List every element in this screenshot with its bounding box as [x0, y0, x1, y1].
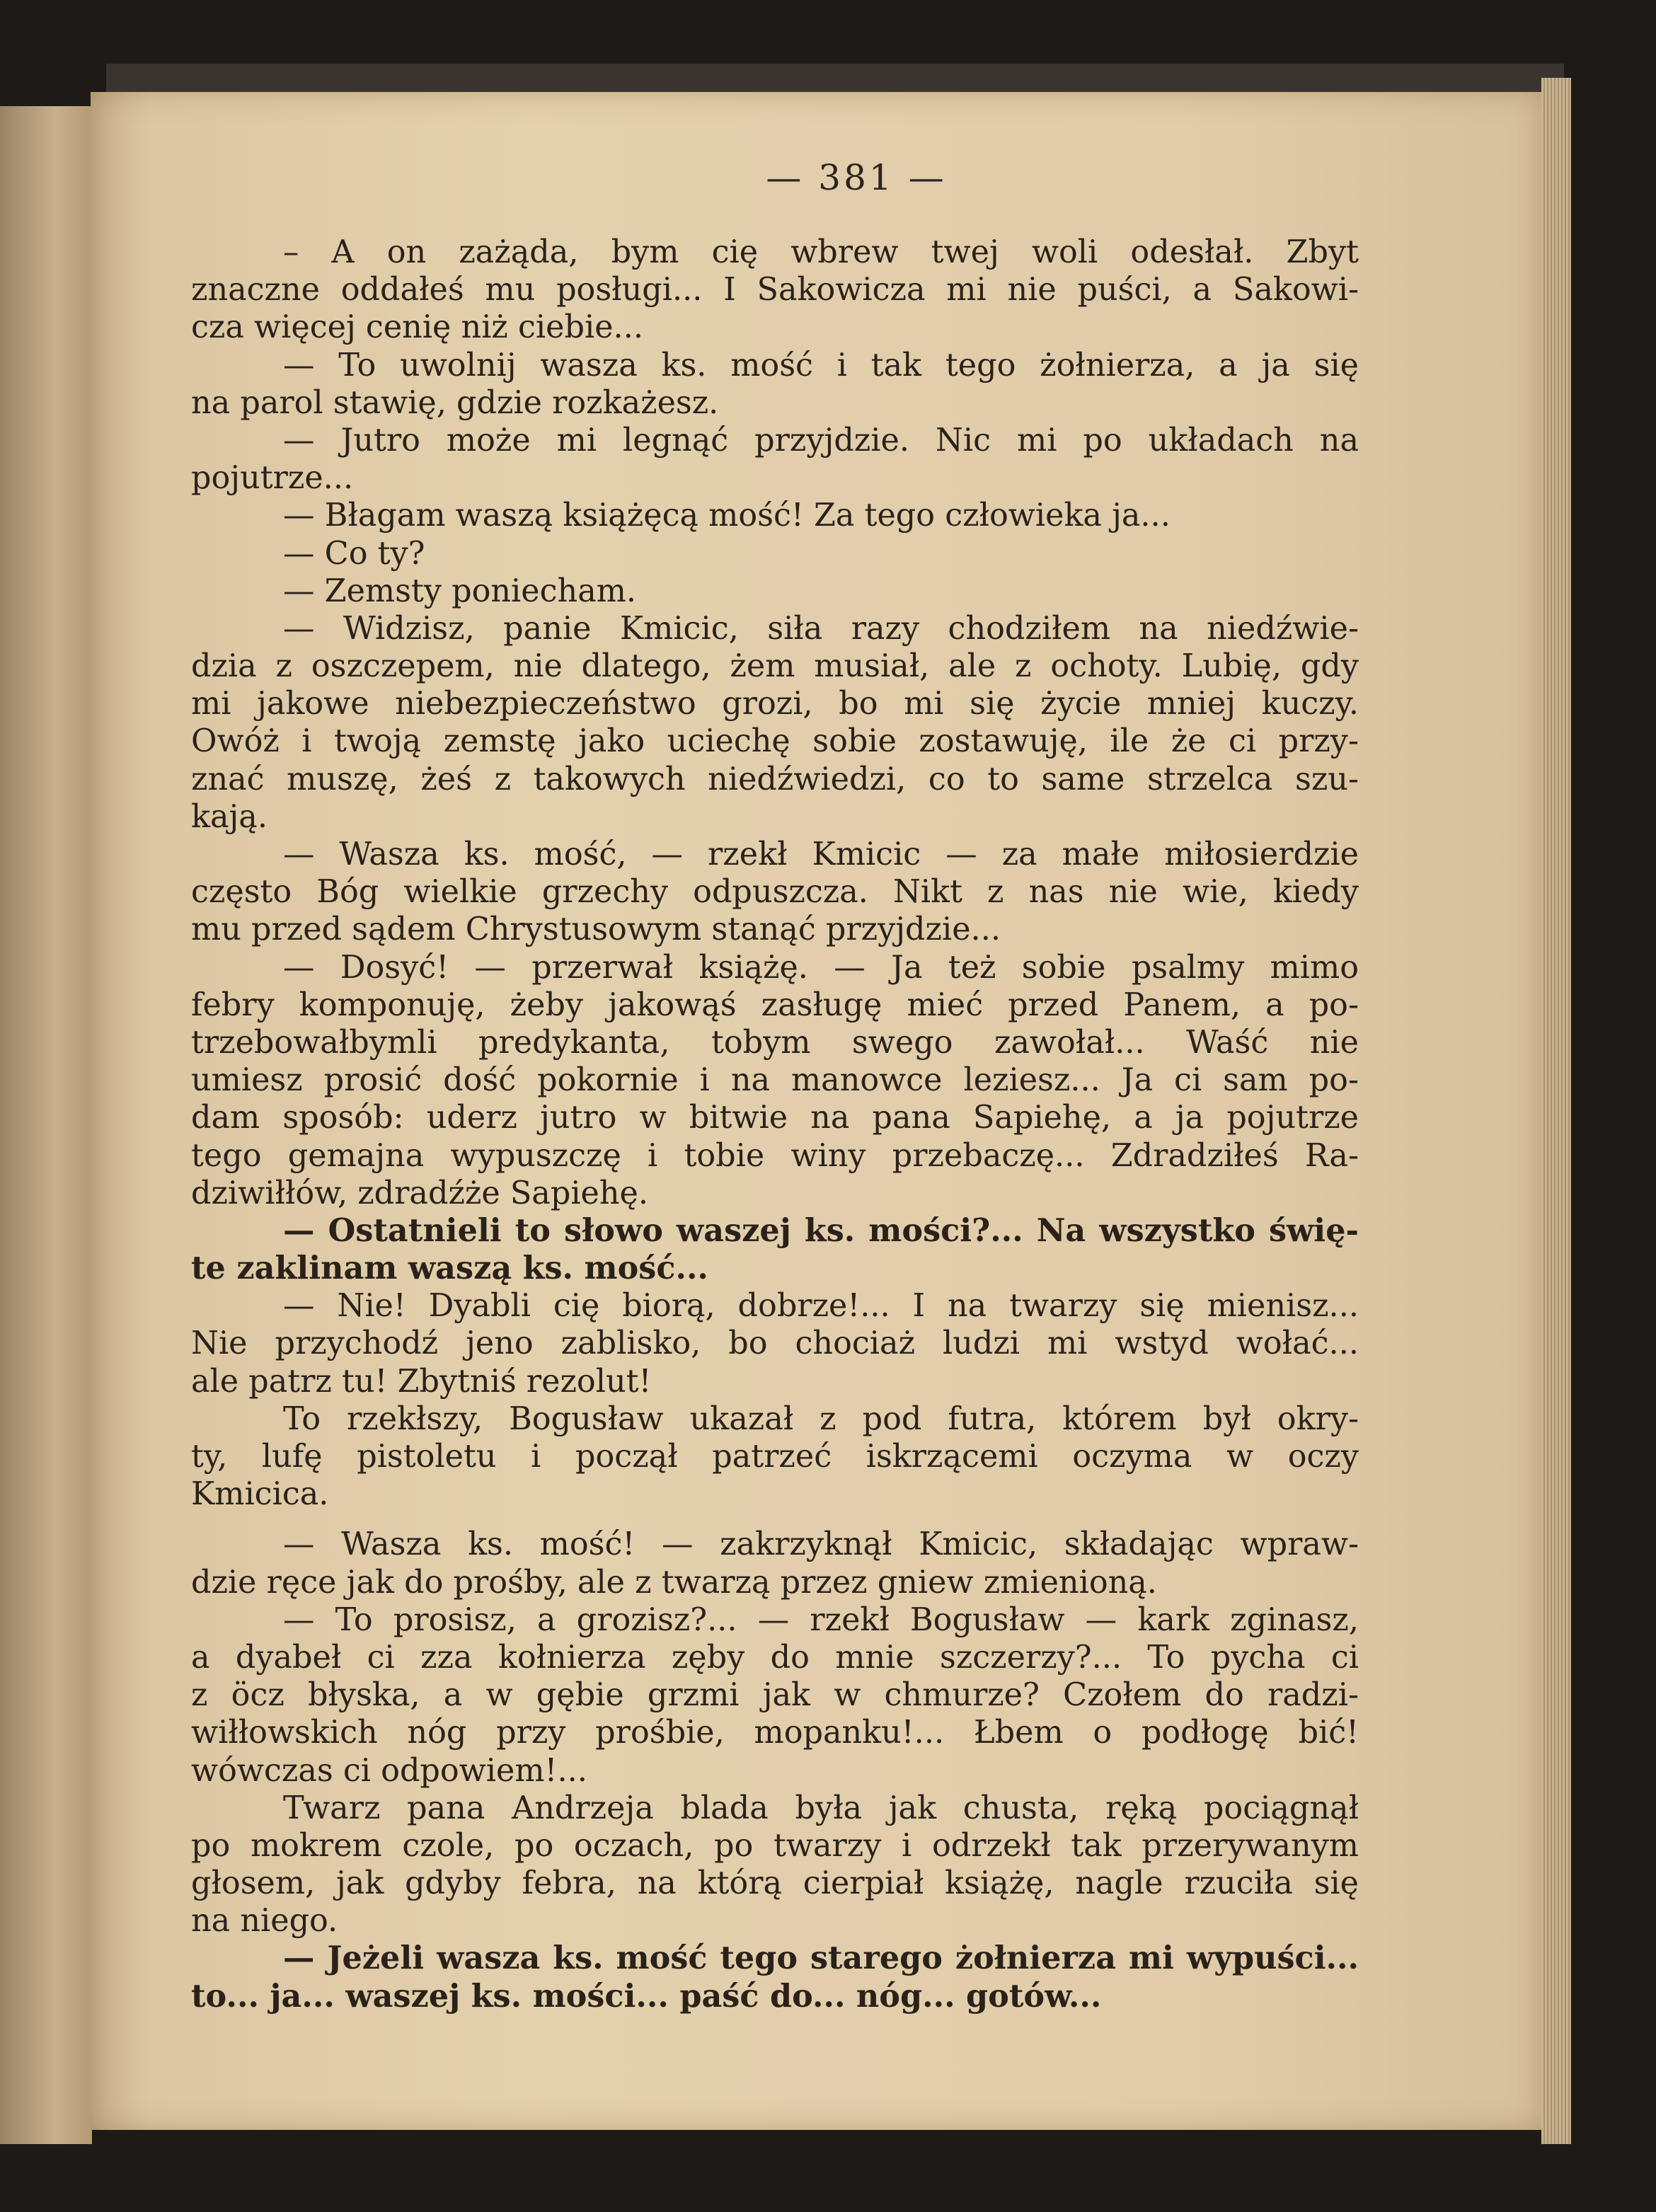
text-line: Owóż i twoją zemstę jako uciechę sobie zostawuję, ile że ci przy- — [191, 723, 1359, 760]
text-line: — Nie! Dyabli cię biorą, dobrze!... I na twarzy się mienisz... — [283, 1288, 1359, 1325]
text-line: — To prosisz, a grozisz?... — rzekł Bogusław — kark zginasz, — [283, 1601, 1359, 1638]
text-line: znaczne oddałeś mu posługi... I Sakowicza mi nie puści, a Sakowi- — [191, 272, 1359, 309]
text-line: z öcz błyska, a w gębie grzmi jak w chmurze? Czołem do radzi- — [191, 1677, 1359, 1714]
text-line: febry komponuję, żeby jakowąś zasługę mieć przed Panem, a po- — [191, 986, 1359, 1023]
left-page-edge — [0, 106, 92, 2144]
text-line: To rzekłszy, Bogusław ukazał z pod futra, którem był okry- — [283, 1400, 1359, 1437]
page-number: — 381 — — [766, 157, 947, 198]
text-line: Twarz pana Andrzeja blada była jak chusta, ręką pociągnął — [283, 1790, 1359, 1826]
text-line: Nie przychodź jeno zablisko, bo chociaż ludzi mi wstyd wołać... — [191, 1325, 1359, 1362]
body-text — [191, 234, 1359, 2015]
text-line: pojutrze... — [191, 460, 354, 497]
text-line: dam sposób: uderz jutro w bitwie na pana Sapiehę, a ja pojutrze — [191, 1100, 1359, 1136]
text-line: Kmicica. — [191, 1476, 329, 1513]
text-line: — Wasza ks. mość, — rzekł Kmicic — za małe miłosierdzie — [283, 836, 1359, 872]
text-line: trzebowałbymli predykanta, tobym swego zawołał... Waść nie — [191, 1024, 1359, 1061]
text-line: — Jeżeli wasza ks. mość tego starego żołnierza mi wypuści... — [283, 1940, 1359, 1977]
text-line: wiłłowskich nóg przy prośbie, mopanku!... Łbem o podłogę bić! — [191, 1715, 1359, 1751]
text-line: mu przed sądem Chrystusowym stanąć przyjdzie... — [191, 911, 1001, 948]
text-line: na parol stawię, gdzie rozkażesz. — [191, 384, 719, 421]
text-line: a dyabeł ci zza kołnierza zęby do mnie szczerzy?... To pycha ci — [191, 1639, 1359, 1676]
text-line: dziwiłłów, zdradźże Sapiehę. — [191, 1175, 649, 1211]
text-line: — Dosyć! — przerwał książę. — Ja też sobie psalmy mimo — [283, 949, 1359, 986]
text-line: ale patrz tu! Zbytniś rezolut! — [191, 1363, 652, 1400]
text-line: po mokrem czole, po oczach, po twarzy i odrzekł tak przerywanym — [191, 1827, 1359, 1864]
text-line: — To uwolnij wasza ks. mość i tak tego żołnierza, a ja się — [283, 347, 1359, 384]
text-line: — Jutro może mi legnąć przyjdzie. Nic mi po układach na — [283, 422, 1359, 459]
text-line: na niego. — [191, 1903, 338, 1940]
text-line: — Widzisz, panie Kmicic, siła razy chodziłem na niedźwie- — [283, 610, 1359, 647]
text-line: cza więcej cenię niż ciebie... — [191, 309, 643, 346]
text-line: — Zemsty poniecham. — [283, 572, 637, 609]
text-line: mi jakowe niebezpieczeństwo grozi, bo mi się życie mniej kuczy. — [191, 686, 1359, 722]
text-line: znać muszę, żeś z takowych niedźwiedzi, co to same strzelca szu- — [191, 761, 1359, 797]
text-line: — Ostatnieli to słowo waszej ks. mości?... Na wszystko świę- — [283, 1211, 1359, 1249]
text-line: te zaklinam waszą ks. mość... — [191, 1250, 708, 1287]
text-line: dzie ręce jak do prośby, ale z twarzą przez gniew zmienioną. — [191, 1564, 1157, 1601]
text-line: wówczas ci odpowiem!... — [191, 1752, 587, 1789]
text-line: tego gemajna wypuszczę i tobie winy przebaczę... Zdradziłeś Ra- — [191, 1137, 1359, 1174]
text-line: to... ja... waszej ks. mości... paść do... nóg... gotów... — [191, 1977, 1102, 2015]
text-line: kają. — [191, 798, 268, 835]
text-line: głosem, jak gdyby febra, na którą cierpiał książę, nagle rzuciła się — [191, 1865, 1359, 1902]
text-line: – A on zażąda, bym cię wbrew twej woli odesłał. Zbyt — [283, 234, 1359, 270]
text-line: — Wasza ks. mość! — zakrzyknął Kmicic, składając wpraw- — [283, 1526, 1359, 1563]
page-stack-edge — [1541, 78, 1571, 2144]
text-line: — Co ty? — [283, 535, 425, 572]
text-line: umiesz prosić dość pokornie i na manowce leziesz... Ja ci sam po- — [191, 1062, 1359, 1099]
text-line: często Bóg wielkie grzechy odpuszcza. Nikt z nas nie wie, kiedy — [191, 874, 1359, 911]
text-line: dzia z oszczepem, nie dlatego, żem musiał, ale z ochoty. Lubię, gdy — [191, 648, 1359, 685]
text-line: ty, lufę pistoletu i począł patrzeć iskrzącemi oczyma w oczy — [191, 1439, 1359, 1475]
text-line: — Błagam waszą książęcą mość! Za tego człowieka ja... — [283, 497, 1171, 534]
